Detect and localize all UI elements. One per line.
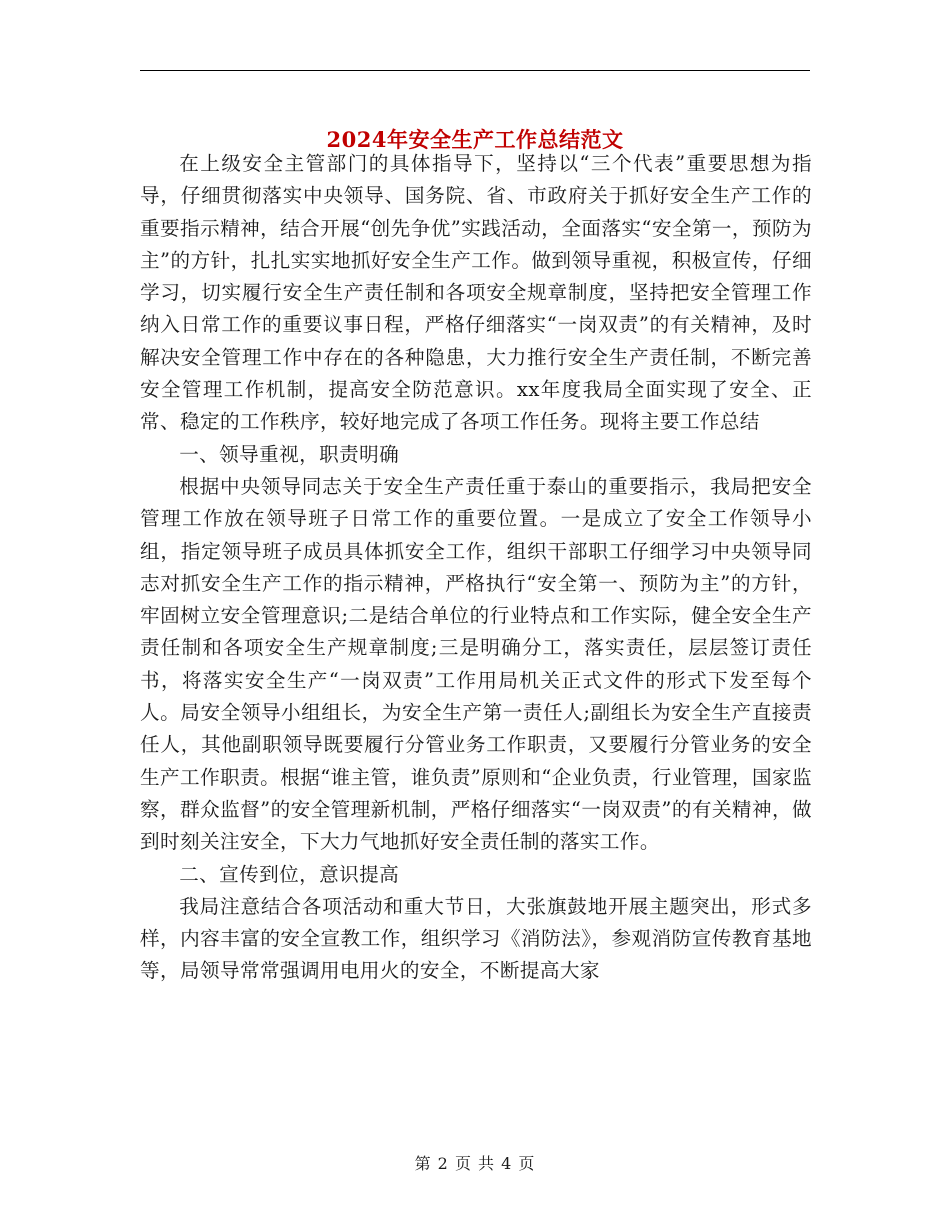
document-title: 2024年安全生产工作总结范文 <box>326 127 624 153</box>
header-rule <box>140 70 810 71</box>
body-paragraph: 根据中央领导同志关于安全生产责任重于泰山的重要指示，我局把安全管理工作放在领导班子日常工作的重要位置。一是成立了安全工作领导小组，指定领导班子成员具体抓安全工作，组织干部职工仔细学习中央领导同志对抓安全生产工作的指示精神，严格执行“安全第一、预防为主”的方针，牢固树立安全管理意识;二是结合单位的行业特点和工作实际，健全安全生产责任制和各项安全生产规章制度;三是明确分工，落实责任，层层签订责任书，将落实安全生产“一岗双责”工作用局机关正式文件的形式下发至每个人。局安全领导小组组长，为安全生产第一责任人;副组长为安全生产直接责任人，其他副职领导既要履行分管业务工作职责，又要履行分管业务的安全生产工作职责。根据“谁主管，谁负责”原则和“企业负责，行业管理，国家监察，群众监督”的安全管理新机制，严格仔细落实“一岗双责”的有关精神，做到时刻关注安全，下大力气地抓好安全责任制的落实工作。 <box>140 474 812 854</box>
document-body <box>140 148 812 988</box>
section-heading: 二、宣传到位，意识提高 <box>179 862 400 886</box>
body-paragraph: 在上级安全主管部门的具体指导下，坚持以“三个代表”重要思想为指导，仔细贯彻落实中央领导、国务院、省、市政府关于抓好安全生产工作的重要指示精神，结合开展“创先争优”实践活动，全面落实“安全第一，预防为主”的方针，扎扎实实地抓好安全生产工作。做到领导重视，积极宣传，仔细学习，切实履行安全生产责任制和各项安全规章制度，坚持把安全管理工作纳入日常工作的重要议事日程，严格仔细落实“一岗双责”的有关精神，及时解决安全管理工作中存在的各种隐患，大力推行安全生产责任制，不断完善安全管理工作机制，提高安全防范意识。xx年度我局全面实现了安全、正常、稳定的工作秩序，较好地完成了各项工作任务。现将主要工作总结 <box>140 152 812 434</box>
page-number: 第 2 页 共 4 页 <box>414 1154 536 1173</box>
section-heading: 一、领导重视，职责明确 <box>179 442 400 466</box>
body-paragraph: 我局注意结合各项活动和重大节日，大张旗鼓地开展主题突出，形式多样，内容丰富的安全宣教工作，组织学习《消防法》，参观消防宣传教育基地等，局领导常常强调用电用火的安全，不断提高大家 <box>140 894 812 983</box>
